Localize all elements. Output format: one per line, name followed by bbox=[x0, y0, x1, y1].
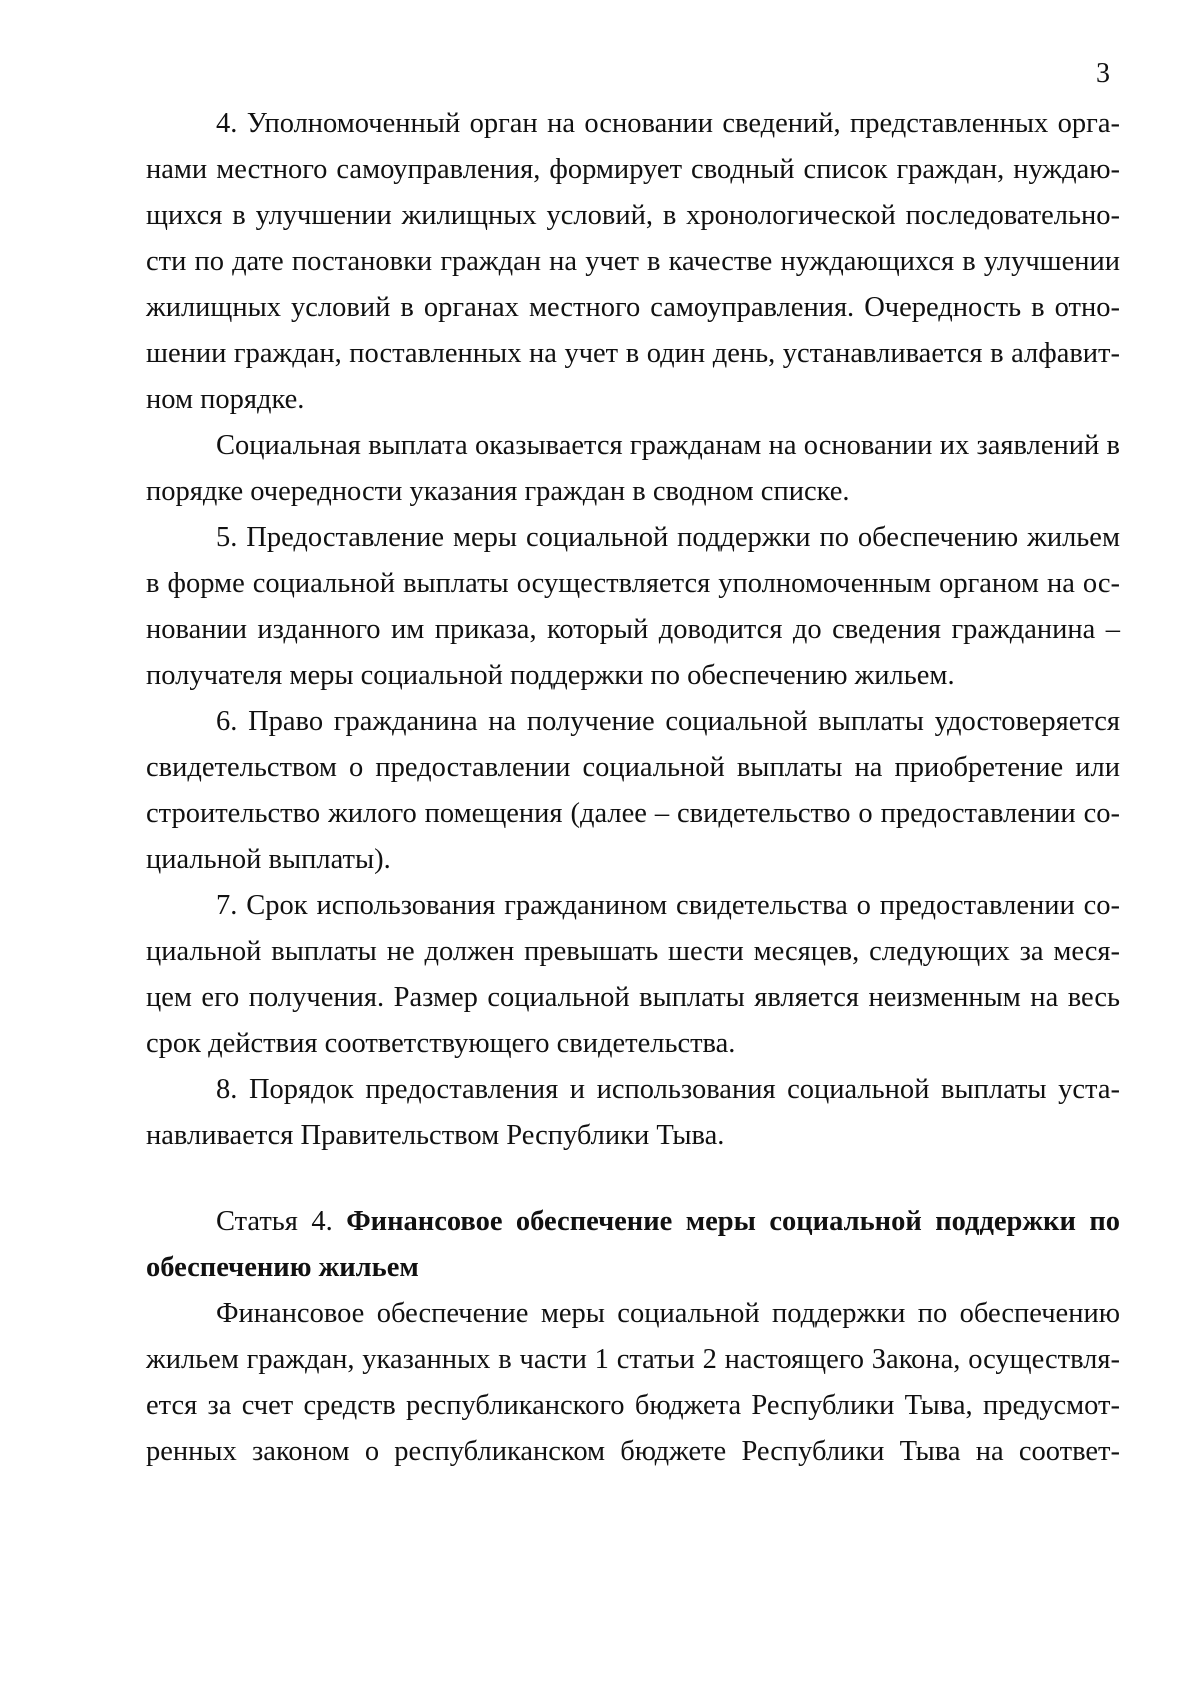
text-line: 5. Предоставление меры социальной поддержки по обеспечению жильем bbox=[216, 522, 1120, 553]
text-line: шении граждан, поставленных на учет в один день, устанавливается в алфавит- bbox=[146, 338, 1120, 369]
text-line: ется за счет средств республиканского бюджета Республики Тыва, предусмот- bbox=[146, 1390, 1120, 1421]
text-line: жильем граждан, указанных в части 1 статьи 2 настоящего Закона, осуществля- bbox=[146, 1344, 1120, 1375]
text-line: получателя меры социальной поддержки по обеспечению жильем. bbox=[146, 660, 955, 691]
text-line: строительство жилого помещения (далее – свидетельство о предоставлении со- bbox=[146, 798, 1120, 829]
text-line: жилищных условий в органах местного самоуправления. Очередность в отно- bbox=[146, 292, 1120, 323]
text-line: 6. Право гражданина на получение социальной выплаты удостоверяется bbox=[216, 706, 1120, 737]
text-line: щихся в улучшении жилищных условий, в хронологической последовательно- bbox=[146, 200, 1120, 231]
text-line: нами местного самоуправления, формирует сводный список граждан, нуждаю- bbox=[146, 154, 1120, 185]
text-line: 7. Срок использования гражданином свидетельства о предоставлении со- bbox=[216, 890, 1120, 921]
text-line: Финансовое обеспечение меры социальной поддержки по обеспечению bbox=[216, 1298, 1120, 1329]
text-line: циальной выплаты не должен превышать шести месяцев, следующих за меся- bbox=[146, 936, 1120, 967]
text-line: ном порядке. bbox=[146, 384, 305, 415]
page-number: 3 bbox=[1096, 58, 1110, 89]
text-line: в форме социальной выплаты осуществляется уполномоченным органом на ос- bbox=[146, 568, 1120, 599]
text-line: 4. Уполномоченный орган на основании сведений, представленных орга- bbox=[216, 108, 1120, 139]
text-line: порядке очередности указания граждан в сводном списке. bbox=[146, 476, 850, 507]
article-title-continuation: обеспечению жильем bbox=[146, 1252, 419, 1283]
text-line: срок действия соответствующего свидетельства. bbox=[146, 1028, 736, 1059]
text-line: цем его получения. Размер социальной выплаты является неизменным на весь bbox=[146, 982, 1120, 1013]
text-line: свидетельством о предоставлении социальной выплаты на приобретение или bbox=[146, 752, 1120, 783]
text-line: Социальная выплата оказывается гражданам на основании их заявлений в bbox=[216, 430, 1120, 461]
text-line: новании изданного им приказа, который доводится до сведения гражданина – bbox=[146, 614, 1120, 645]
text-line: сти по дате постановки граждан на учет в качестве нуждающихся в улучшении bbox=[146, 246, 1120, 277]
text-line: циальной выплаты). bbox=[146, 844, 391, 875]
text-line: ренных законом о республиканском бюджете Республики Тыва на соответ- bbox=[146, 1436, 1120, 1467]
text-line: навливается Правительством Республики Тыва. bbox=[146, 1120, 725, 1151]
article-title: Финансовое обеспечение меры социальной поддержки по bbox=[346, 1206, 1121, 1237]
text-line: 8. Порядок предоставления и использования социальной выплаты уста- bbox=[216, 1074, 1120, 1105]
article-heading-line bbox=[216, 1204, 1120, 1240]
article-prefix: Статья 4. bbox=[216, 1206, 333, 1237]
